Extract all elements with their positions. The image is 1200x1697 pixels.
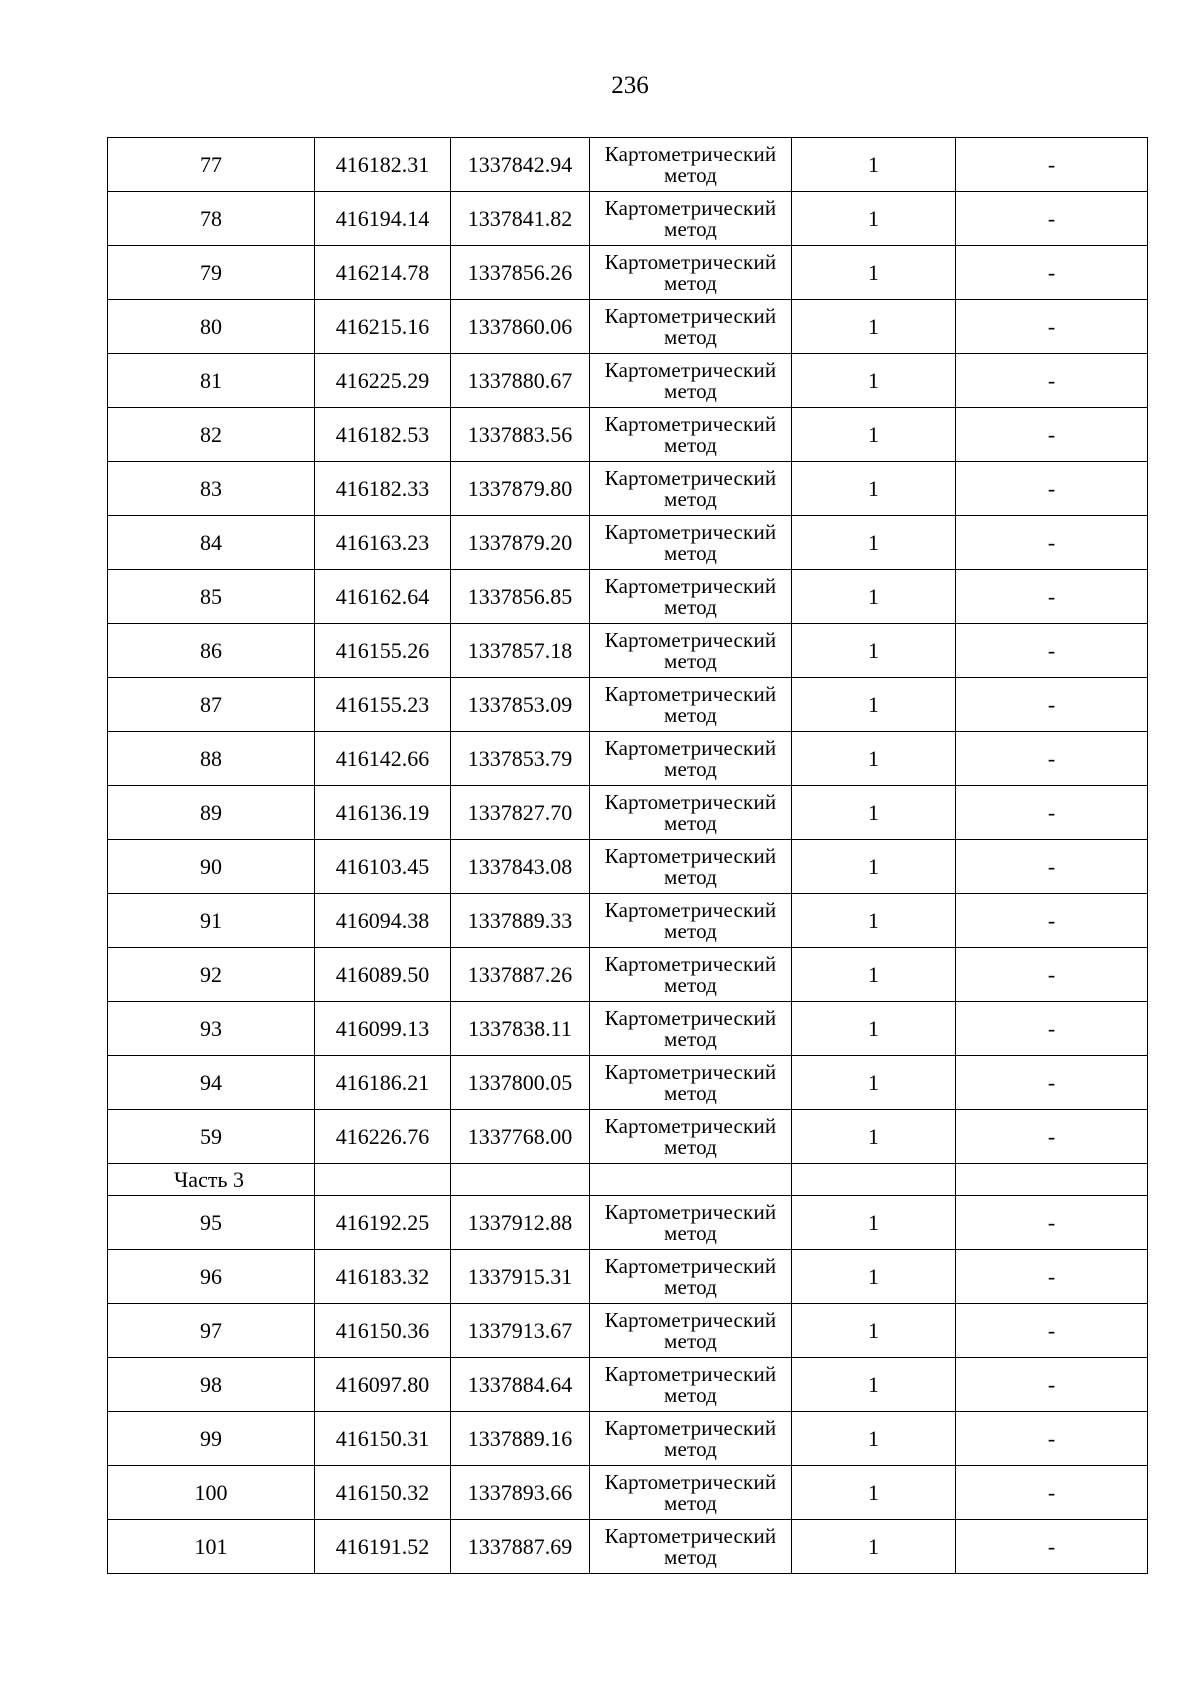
- table-row: [108, 1304, 1148, 1358]
- cell-method: Картометрический метод: [590, 246, 792, 300]
- cell-accuracy: 1: [792, 948, 956, 1002]
- cell-point: 97: [108, 1304, 315, 1358]
- cell-x: 416225.29: [315, 354, 451, 408]
- cell-point: 79: [108, 246, 315, 300]
- cell-note: -: [956, 192, 1148, 246]
- cell-method: Картометрический метод: [590, 1358, 792, 1412]
- cell-point: 87: [108, 678, 315, 732]
- cell-accuracy: 1: [792, 408, 956, 462]
- cell-accuracy: 1: [792, 1056, 956, 1110]
- empty-cell: [792, 1164, 956, 1196]
- cell-y: 1337887.69: [451, 1520, 590, 1574]
- cell-x: 416150.32: [315, 1466, 451, 1520]
- cell-point: 77: [108, 138, 315, 192]
- cell-x: 416099.13: [315, 1002, 451, 1056]
- cell-method: Картометрический метод: [590, 1056, 792, 1110]
- cell-method: Картометрический метод: [590, 1466, 792, 1520]
- cell-y: 1337913.67: [451, 1304, 590, 1358]
- table-row: [108, 1056, 1148, 1110]
- table-row: [108, 1110, 1148, 1164]
- cell-point: 83: [108, 462, 315, 516]
- cell-note: -: [956, 786, 1148, 840]
- table-row: [108, 408, 1148, 462]
- cell-note: -: [956, 138, 1148, 192]
- table-row: [108, 192, 1148, 246]
- cell-accuracy: 1: [792, 624, 956, 678]
- cell-method: Картометрический метод: [590, 1002, 792, 1056]
- cell-x: 416150.31: [315, 1412, 451, 1466]
- cell-x: 416097.80: [315, 1358, 451, 1412]
- cell-point: 86: [108, 624, 315, 678]
- cell-note: -: [956, 300, 1148, 354]
- cell-point: 59: [108, 1110, 315, 1164]
- cell-note: -: [956, 1358, 1148, 1412]
- cell-y: 1337880.67: [451, 354, 590, 408]
- cell-note: -: [956, 516, 1148, 570]
- cell-y: 1337853.79: [451, 732, 590, 786]
- cell-y: 1337853.09: [451, 678, 590, 732]
- cell-accuracy: 1: [792, 516, 956, 570]
- cell-accuracy: 1: [792, 894, 956, 948]
- cell-note: -: [956, 1520, 1148, 1574]
- cell-point: 80: [108, 300, 315, 354]
- cell-method: Картометрический метод: [590, 894, 792, 948]
- empty-cell: [590, 1164, 792, 1196]
- cell-accuracy: 1: [792, 1304, 956, 1358]
- cell-method: Картометрический метод: [590, 1196, 792, 1250]
- cell-y: 1337915.31: [451, 1250, 590, 1304]
- cell-method: Картометрический метод: [590, 948, 792, 1002]
- cell-accuracy: 1: [792, 570, 956, 624]
- cell-point: 78: [108, 192, 315, 246]
- cell-accuracy: 1: [792, 1520, 956, 1574]
- cell-method: Картометрический метод: [590, 300, 792, 354]
- cell-x: 416183.32: [315, 1250, 451, 1304]
- cell-x: 416136.19: [315, 786, 451, 840]
- table-row: [108, 300, 1148, 354]
- table-row: [108, 1196, 1148, 1250]
- cell-x: 416226.76: [315, 1110, 451, 1164]
- cell-y: 1337889.33: [451, 894, 590, 948]
- cell-method: Картометрический метод: [590, 1110, 792, 1164]
- cell-method: Картометрический метод: [590, 840, 792, 894]
- cell-note: -: [956, 462, 1148, 516]
- section-label: Часть 3: [108, 1164, 315, 1196]
- cell-note: -: [956, 408, 1148, 462]
- cell-accuracy: 1: [792, 1196, 956, 1250]
- cell-method: Картометрический метод: [590, 1250, 792, 1304]
- table-row: [108, 1358, 1148, 1412]
- cell-x: 416103.45: [315, 840, 451, 894]
- cell-point: 85: [108, 570, 315, 624]
- cell-note: -: [956, 354, 1148, 408]
- cell-x: 416089.50: [315, 948, 451, 1002]
- cell-accuracy: 1: [792, 1002, 956, 1056]
- cell-method: Картометрический метод: [590, 1304, 792, 1358]
- cell-accuracy: 1: [792, 1412, 956, 1466]
- section-row: [108, 1164, 1148, 1196]
- cell-note: -: [956, 1412, 1148, 1466]
- empty-cell: [451, 1164, 590, 1196]
- table-row: [108, 948, 1148, 1002]
- cell-point: 84: [108, 516, 315, 570]
- cell-point: 92: [108, 948, 315, 1002]
- cell-x: 416214.78: [315, 246, 451, 300]
- coordinates-table: [107, 137, 1148, 1574]
- page-number: 236: [611, 72, 649, 99]
- cell-method: Картометрический метод: [590, 462, 792, 516]
- cell-method: Картометрический метод: [590, 354, 792, 408]
- cell-point: 94: [108, 1056, 315, 1110]
- cell-y: 1337838.11: [451, 1002, 590, 1056]
- cell-point: 98: [108, 1358, 315, 1412]
- cell-point: 82: [108, 408, 315, 462]
- cell-y: 1337856.26: [451, 246, 590, 300]
- cell-point: 100: [108, 1466, 315, 1520]
- cell-point: 101: [108, 1520, 315, 1574]
- cell-point: 95: [108, 1196, 315, 1250]
- table-row: [108, 354, 1148, 408]
- cell-method: Картометрический метод: [590, 786, 792, 840]
- cell-note: -: [956, 570, 1148, 624]
- cell-accuracy: 1: [792, 300, 956, 354]
- cell-x: 416182.53: [315, 408, 451, 462]
- cell-x: 416155.26: [315, 624, 451, 678]
- cell-y: 1337841.82: [451, 192, 590, 246]
- table-row: [108, 678, 1148, 732]
- cell-accuracy: 1: [792, 1110, 956, 1164]
- table-body: [108, 138, 1148, 1574]
- cell-accuracy: 1: [792, 732, 956, 786]
- cell-note: -: [956, 1250, 1148, 1304]
- table-row: [108, 1250, 1148, 1304]
- cell-y: 1337768.00: [451, 1110, 590, 1164]
- cell-method: Картометрический метод: [590, 138, 792, 192]
- cell-point: 93: [108, 1002, 315, 1056]
- cell-note: -: [956, 246, 1148, 300]
- cell-note: -: [956, 1196, 1148, 1250]
- cell-accuracy: 1: [792, 678, 956, 732]
- cell-method: Картометрический метод: [590, 192, 792, 246]
- cell-method: Картометрический метод: [590, 732, 792, 786]
- cell-point: 81: [108, 354, 315, 408]
- cell-point: 99: [108, 1412, 315, 1466]
- cell-method: Картометрический метод: [590, 516, 792, 570]
- cell-y: 1337800.05: [451, 1056, 590, 1110]
- cell-note: -: [956, 678, 1148, 732]
- cell-accuracy: 1: [792, 1466, 956, 1520]
- table-row: [108, 1466, 1148, 1520]
- cell-note: -: [956, 732, 1148, 786]
- empty-cell: [956, 1164, 1148, 1196]
- cell-x: 416142.66: [315, 732, 451, 786]
- cell-x: 416150.36: [315, 1304, 451, 1358]
- cell-note: -: [956, 1110, 1148, 1164]
- cell-x: 416155.23: [315, 678, 451, 732]
- cell-y: 1337842.94: [451, 138, 590, 192]
- empty-cell: [315, 1164, 451, 1196]
- table-row: [108, 138, 1148, 192]
- cell-accuracy: 1: [792, 192, 956, 246]
- cell-method: Картометрический метод: [590, 408, 792, 462]
- cell-method: Картометрический метод: [590, 1520, 792, 1574]
- cell-accuracy: 1: [792, 1250, 956, 1304]
- table-row: [108, 1412, 1148, 1466]
- cell-y: 1337893.66: [451, 1466, 590, 1520]
- cell-x: 416162.64: [315, 570, 451, 624]
- cell-note: -: [956, 1056, 1148, 1110]
- cell-method: Картометрический метод: [590, 678, 792, 732]
- cell-y: 1337843.08: [451, 840, 590, 894]
- cell-note: -: [956, 1304, 1148, 1358]
- cell-accuracy: 1: [792, 354, 956, 408]
- cell-point: 89: [108, 786, 315, 840]
- cell-x: 416182.31: [315, 138, 451, 192]
- table-row: [108, 1002, 1148, 1056]
- cell-accuracy: 1: [792, 138, 956, 192]
- cell-x: 416186.21: [315, 1056, 451, 1110]
- cell-note: -: [956, 1466, 1148, 1520]
- cell-method: Картометрический метод: [590, 624, 792, 678]
- table-row: [108, 732, 1148, 786]
- cell-accuracy: 1: [792, 462, 956, 516]
- table-row: [108, 570, 1148, 624]
- cell-note: -: [956, 624, 1148, 678]
- cell-method: Картометрический метод: [590, 1412, 792, 1466]
- cell-method: Картометрический метод: [590, 570, 792, 624]
- cell-y: 1337879.80: [451, 462, 590, 516]
- cell-accuracy: 1: [792, 786, 956, 840]
- table-row: [108, 624, 1148, 678]
- table-row: [108, 462, 1148, 516]
- cell-point: 96: [108, 1250, 315, 1304]
- table-row: [108, 1520, 1148, 1574]
- cell-y: 1337879.20: [451, 516, 590, 570]
- table-row: [108, 840, 1148, 894]
- cell-y: 1337883.56: [451, 408, 590, 462]
- cell-y: 1337860.06: [451, 300, 590, 354]
- cell-accuracy: 1: [792, 246, 956, 300]
- cell-point: 90: [108, 840, 315, 894]
- cell-accuracy: 1: [792, 840, 956, 894]
- table-row: [108, 786, 1148, 840]
- cell-y: 1337827.70: [451, 786, 590, 840]
- cell-x: 416215.16: [315, 300, 451, 354]
- cell-x: 416094.38: [315, 894, 451, 948]
- cell-note: -: [956, 894, 1148, 948]
- cell-accuracy: 1: [792, 1358, 956, 1412]
- table-row: [108, 246, 1148, 300]
- cell-y: 1337884.64: [451, 1358, 590, 1412]
- cell-y: 1337912.88: [451, 1196, 590, 1250]
- cell-note: -: [956, 840, 1148, 894]
- cell-x: 416192.25: [315, 1196, 451, 1250]
- table-row: [108, 894, 1148, 948]
- cell-point: 88: [108, 732, 315, 786]
- cell-x: 416194.14: [315, 192, 451, 246]
- cell-x: 416191.52: [315, 1520, 451, 1574]
- cell-y: 1337889.16: [451, 1412, 590, 1466]
- cell-point: 91: [108, 894, 315, 948]
- cell-x: 416163.23: [315, 516, 451, 570]
- cell-x: 416182.33: [315, 462, 451, 516]
- cell-note: -: [956, 948, 1148, 1002]
- cell-note: -: [956, 1002, 1148, 1056]
- cell-y: 1337887.26: [451, 948, 590, 1002]
- cell-y: 1337856.85: [451, 570, 590, 624]
- table-row: [108, 516, 1148, 570]
- cell-y: 1337857.18: [451, 624, 590, 678]
